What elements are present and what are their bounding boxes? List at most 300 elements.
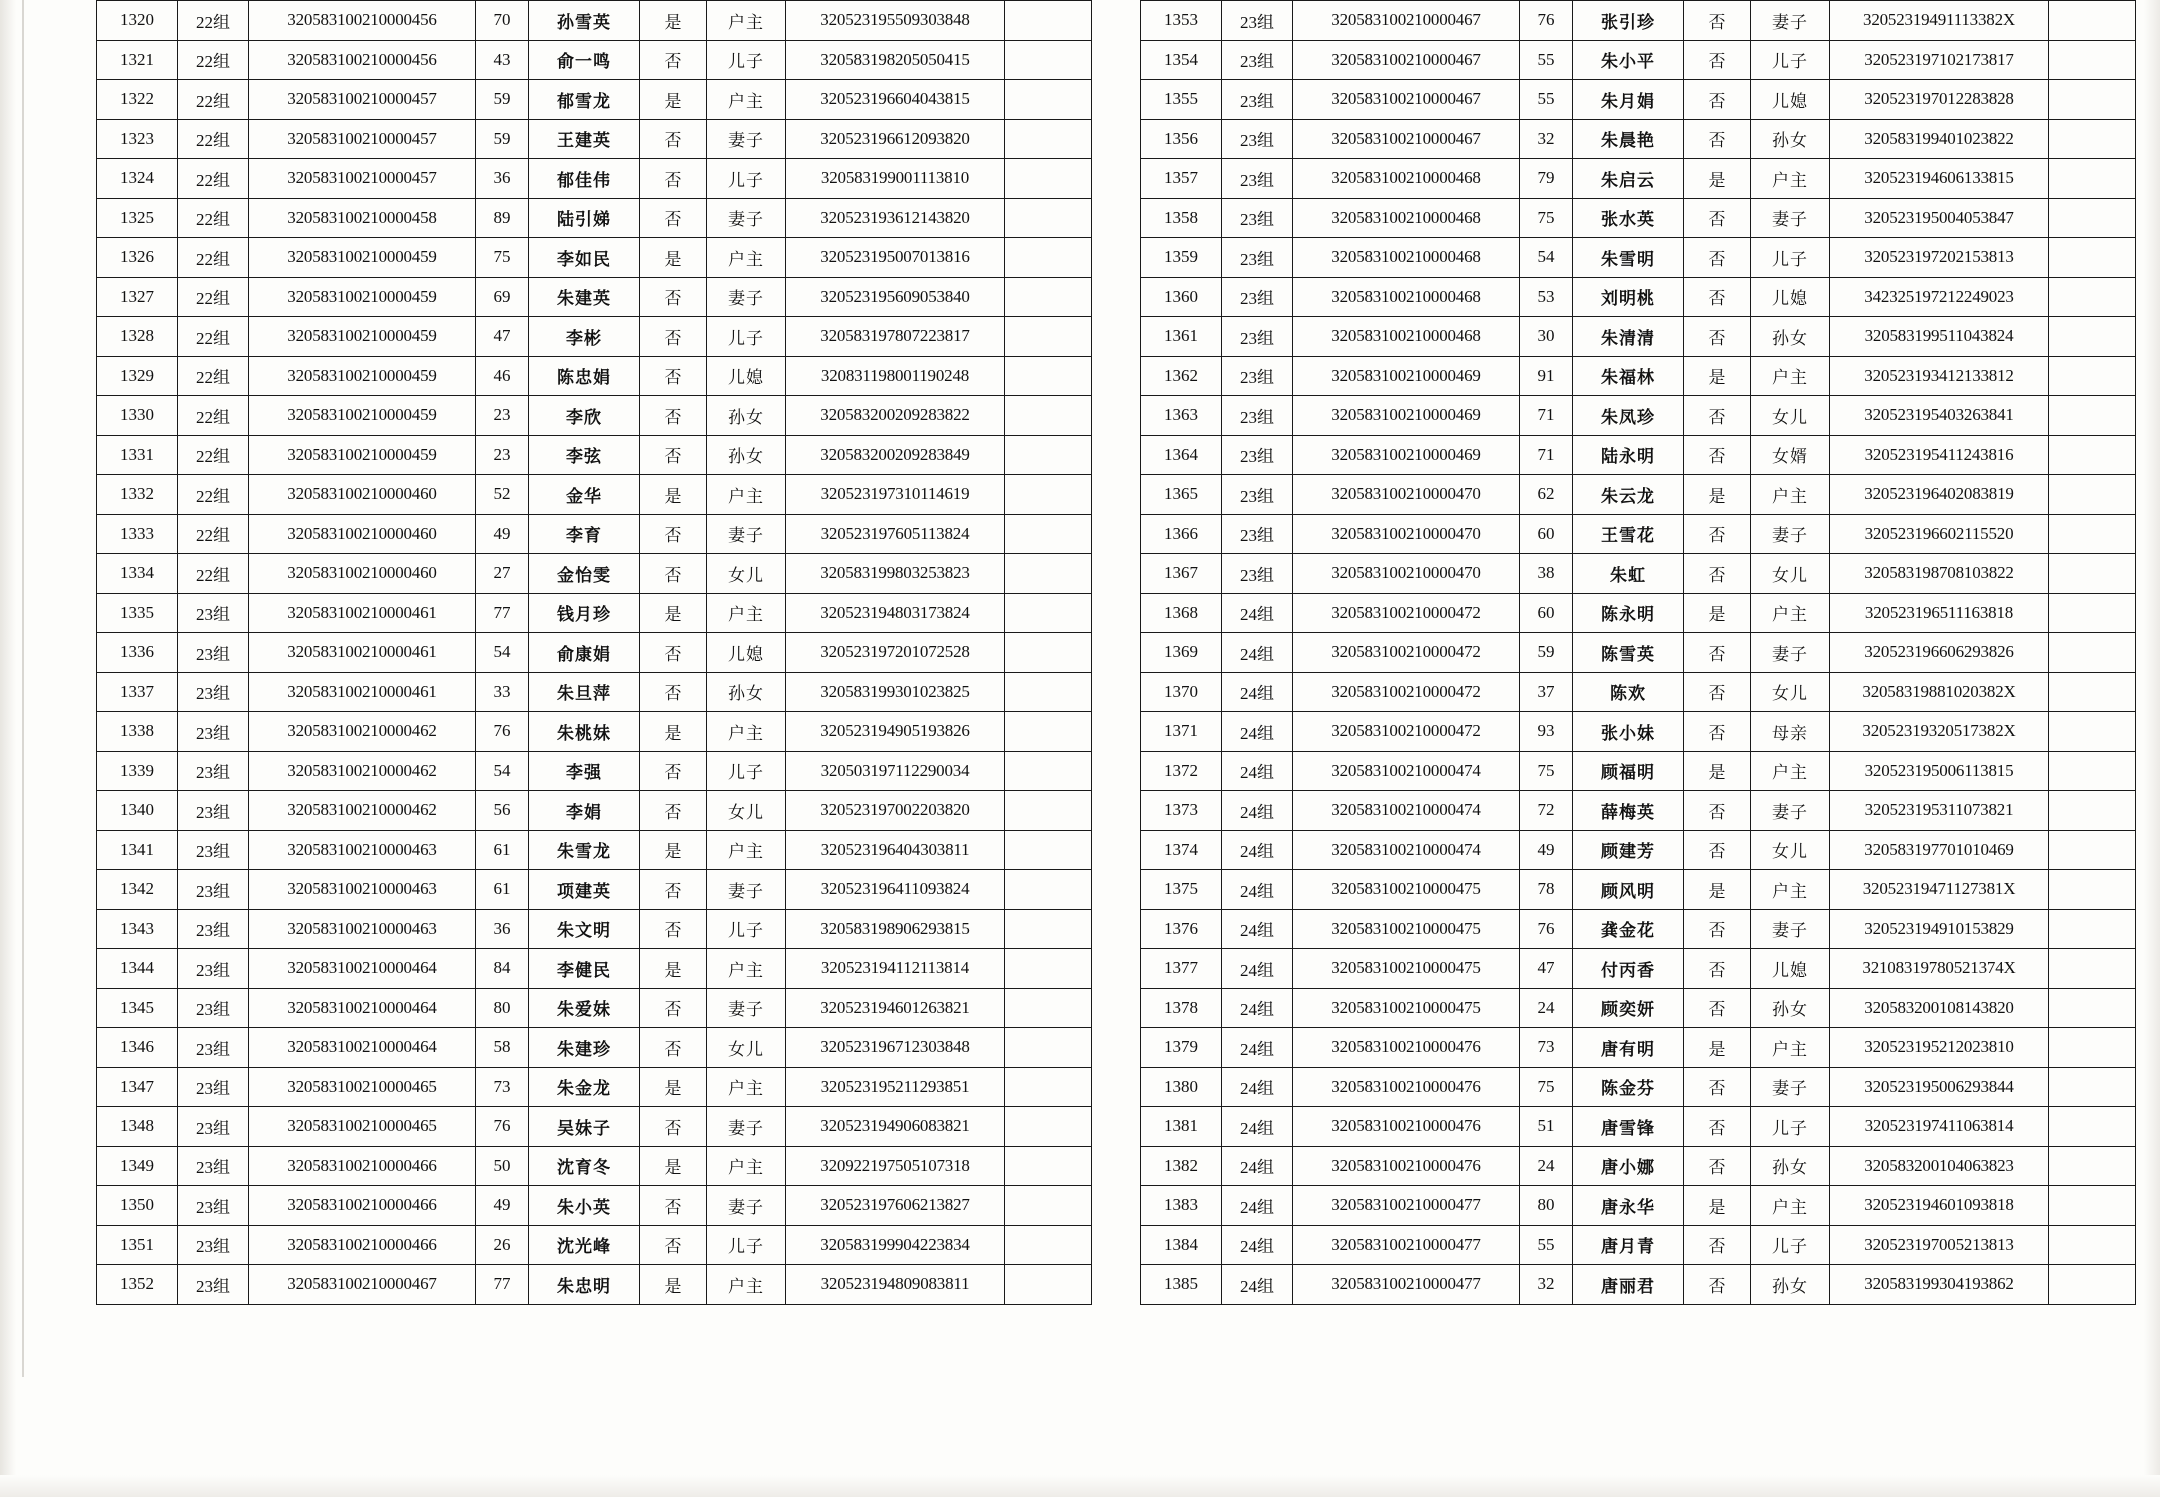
cell-id-number: 320583198906293815 <box>786 909 1005 949</box>
table-row <box>1141 80 2136 120</box>
cell-name: 唐丽君 <box>1573 1265 1684 1305</box>
cell-is-head: 否 <box>640 119 707 159</box>
cell-relation: 户主 <box>1751 159 1830 199</box>
cell-relation: 孙女 <box>1751 317 1830 357</box>
cell-age: 89 <box>476 198 529 238</box>
cell-sequence: 1342 <box>97 870 178 910</box>
cell-is-head: 否 <box>640 554 707 594</box>
cell-is-head: 否 <box>1684 277 1751 317</box>
cell-sequence: 1381 <box>1141 1107 1222 1147</box>
cell-note <box>2049 238 2136 278</box>
right-column-table-wrapper <box>1140 0 2136 1305</box>
cell-note <box>2049 593 2136 633</box>
cell-note <box>2049 949 2136 989</box>
cell-relation: 女儿 <box>1751 830 1830 870</box>
cell-household-id: 320583100210000476 <box>1293 1028 1520 1068</box>
cell-age: 49 <box>476 1186 529 1226</box>
cell-sequence: 1368 <box>1141 593 1222 633</box>
cell-is-head: 否 <box>1684 949 1751 989</box>
cell-household-id: 320583100210000464 <box>249 1028 476 1068</box>
cell-relation: 孙女 <box>1751 988 1830 1028</box>
cell-note <box>1005 1225 1092 1265</box>
cell-sequence: 1375 <box>1141 870 1222 910</box>
cell-name: 薛梅英 <box>1573 791 1684 831</box>
cell-id-number: 320523195211293851 <box>786 1067 1005 1107</box>
cell-is-head: 否 <box>640 633 707 673</box>
cell-relation: 儿子 <box>1751 40 1830 80</box>
cell-age: 75 <box>476 238 529 278</box>
cell-name: 俞康娟 <box>529 633 640 673</box>
cell-note <box>2049 672 2136 712</box>
cell-name: 李娟 <box>529 791 640 831</box>
cell-id-number: 320523196606293826 <box>1830 633 2049 673</box>
cell-note <box>2049 40 2136 80</box>
cell-is-head: 否 <box>1684 830 1751 870</box>
cell-name: 李彬 <box>529 317 640 357</box>
cell-is-head: 是 <box>640 1 707 41</box>
cell-name: 朱金龙 <box>529 1067 640 1107</box>
cell-relation: 儿子 <box>1751 1225 1830 1265</box>
cell-id-number: 320523197411063814 <box>1830 1107 2049 1147</box>
cell-note <box>2049 159 2136 199</box>
cell-age: 73 <box>476 1067 529 1107</box>
cell-is-head: 否 <box>640 751 707 791</box>
table-row <box>97 1225 1092 1265</box>
cell-relation: 户主 <box>1751 870 1830 910</box>
cell-sequence: 1335 <box>97 593 178 633</box>
cell-sequence: 1357 <box>1141 159 1222 199</box>
cell-name: 龚金花 <box>1573 909 1684 949</box>
cell-relation: 孙女 <box>707 396 786 436</box>
cell-sequence: 1345 <box>97 988 178 1028</box>
cell-relation: 女儿 <box>707 1028 786 1068</box>
cell-id-number: 320523197102173817 <box>1830 40 2049 80</box>
cell-age: 37 <box>1520 672 1573 712</box>
cell-id-number: 320523193612143820 <box>786 198 1005 238</box>
cell-relation: 女儿 <box>1751 672 1830 712</box>
cell-household-id: 320583100210000460 <box>249 554 476 594</box>
cell-is-head: 否 <box>640 791 707 831</box>
cell-household-id: 320583100210000467 <box>1293 40 1520 80</box>
table-row <box>1141 593 2136 633</box>
table-row <box>97 830 1092 870</box>
cell-household-id: 320583100210000461 <box>249 633 476 673</box>
cell-name: 朱旦萍 <box>529 672 640 712</box>
cell-household-id: 320583100210000465 <box>249 1107 476 1147</box>
cell-group: 23组 <box>1222 356 1293 396</box>
cell-age: 80 <box>476 988 529 1028</box>
cell-age: 55 <box>1520 80 1573 120</box>
cell-id-number: 320583198708103822 <box>1830 554 2049 594</box>
cell-sequence: 1341 <box>97 830 178 870</box>
cell-age: 38 <box>1520 554 1573 594</box>
cell-is-head: 否 <box>640 1225 707 1265</box>
cell-relation: 孙女 <box>707 435 786 475</box>
cell-id-number: 320523194601263821 <box>786 988 1005 1028</box>
cell-is-head: 是 <box>640 593 707 633</box>
table-row <box>97 1107 1092 1147</box>
cell-age: 24 <box>1520 1146 1573 1186</box>
cell-note <box>2049 119 2136 159</box>
cell-id-number: 320583197807223817 <box>786 317 1005 357</box>
cell-id-number: 320523194910153829 <box>1830 909 2049 949</box>
cell-id-number: 342325197212249023 <box>1830 277 2049 317</box>
cell-note <box>2049 396 2136 436</box>
cell-is-head: 否 <box>640 672 707 712</box>
cell-sequence: 1320 <box>97 1 178 41</box>
cell-id-number: 320523197605113824 <box>786 514 1005 554</box>
table-row <box>1141 159 2136 199</box>
table-row <box>1141 870 2136 910</box>
cell-id-number: 320523197002203820 <box>786 791 1005 831</box>
cell-is-head: 否 <box>1684 1067 1751 1107</box>
cell-note <box>2049 1265 2136 1305</box>
cell-age: 26 <box>476 1225 529 1265</box>
cell-age: 62 <box>1520 475 1573 515</box>
cell-name: 唐永华 <box>1573 1186 1684 1226</box>
cell-id-number: 320523197606213827 <box>786 1186 1005 1226</box>
cell-sequence: 1370 <box>1141 672 1222 712</box>
cell-sequence: 1325 <box>97 198 178 238</box>
cell-group: 23组 <box>1222 40 1293 80</box>
table-row <box>1141 514 2136 554</box>
cell-household-id: 320583100210000462 <box>249 712 476 752</box>
cell-relation: 户主 <box>1751 593 1830 633</box>
cell-household-id: 320583100210000458 <box>249 198 476 238</box>
cell-note <box>1005 1107 1092 1147</box>
cell-is-head: 否 <box>1684 514 1751 554</box>
cell-name: 陆引娣 <box>529 198 640 238</box>
cell-sequence: 1372 <box>1141 751 1222 791</box>
cell-note <box>1005 356 1092 396</box>
cell-note <box>1005 475 1092 515</box>
cell-name: 项建英 <box>529 870 640 910</box>
cell-name: 朱晨艳 <box>1573 119 1684 159</box>
cell-group: 23组 <box>178 870 249 910</box>
cell-name: 朱建英 <box>529 277 640 317</box>
cell-sequence: 1358 <box>1141 198 1222 238</box>
cell-age: 36 <box>476 909 529 949</box>
cell-is-head: 否 <box>640 1186 707 1226</box>
cell-group: 24组 <box>1222 633 1293 673</box>
cell-household-id: 320583100210000472 <box>1293 593 1520 633</box>
cell-name: 顾奕妍 <box>1573 988 1684 1028</box>
cell-id-number: 320583199401023822 <box>1830 119 2049 159</box>
cell-age: 55 <box>1520 40 1573 80</box>
cell-name: 陈欢 <box>1573 672 1684 712</box>
cell-relation: 儿媳 <box>707 633 786 673</box>
cell-id-number: 320523194809083811 <box>786 1265 1005 1305</box>
cell-note <box>1005 672 1092 712</box>
cell-household-id: 320583100210000467 <box>1293 119 1520 159</box>
cell-id-number: 320523195311073821 <box>1830 791 2049 831</box>
cell-id-number: 320523197012283828 <box>1830 80 2049 120</box>
cell-age: 78 <box>1520 870 1573 910</box>
cell-id-number: 320583199511043824 <box>1830 317 2049 357</box>
cell-note <box>2049 870 2136 910</box>
table-row <box>97 475 1092 515</box>
cell-relation: 妻子 <box>707 870 786 910</box>
cell-is-head: 否 <box>1684 1225 1751 1265</box>
cell-relation: 妻子 <box>707 277 786 317</box>
table-row <box>1141 791 2136 831</box>
cell-age: 77 <box>476 1265 529 1305</box>
cell-note <box>1005 988 1092 1028</box>
table-row <box>1141 1186 2136 1226</box>
table-row <box>97 593 1092 633</box>
cell-sequence: 1321 <box>97 40 178 80</box>
cell-group: 23组 <box>1222 119 1293 159</box>
cell-is-head: 否 <box>640 1107 707 1147</box>
cell-name: 李育 <box>529 514 640 554</box>
cell-note <box>2049 1225 2136 1265</box>
cell-age: 54 <box>476 633 529 673</box>
cell-relation: 儿子 <box>707 317 786 357</box>
cell-age: 59 <box>476 80 529 120</box>
table-row <box>97 356 1092 396</box>
cell-group: 24组 <box>1222 1067 1293 1107</box>
cell-id-number: 32108319780521374X <box>1830 949 2049 989</box>
cell-household-id: 320583100210000459 <box>249 277 476 317</box>
cell-household-id: 320583100210000465 <box>249 1067 476 1107</box>
table-row <box>97 198 1092 238</box>
cell-sequence: 1346 <box>97 1028 178 1068</box>
cell-group: 22组 <box>178 554 249 594</box>
cell-is-head: 否 <box>1684 909 1751 949</box>
cell-relation: 儿子 <box>707 1225 786 1265</box>
table-row <box>1141 712 2136 752</box>
cell-note <box>2049 633 2136 673</box>
cell-sequence: 1323 <box>97 119 178 159</box>
cell-age: 43 <box>476 40 529 80</box>
cell-is-head: 否 <box>1684 1107 1751 1147</box>
cell-name: 顾建芳 <box>1573 830 1684 870</box>
cell-group: 24组 <box>1222 712 1293 752</box>
cell-is-head: 否 <box>1684 988 1751 1028</box>
cell-name: 李强 <box>529 751 640 791</box>
cell-is-head: 是 <box>640 238 707 278</box>
cell-household-id: 320583100210000462 <box>249 791 476 831</box>
cell-is-head: 否 <box>1684 40 1751 80</box>
cell-sequence: 1362 <box>1141 356 1222 396</box>
cell-relation: 儿子 <box>707 751 786 791</box>
table-row <box>1141 949 2136 989</box>
cell-is-head: 否 <box>1684 238 1751 278</box>
cell-note <box>2049 909 2136 949</box>
cell-relation: 儿子 <box>707 159 786 199</box>
cell-household-id: 320583100210000466 <box>249 1146 476 1186</box>
cell-household-id: 320583100210000466 <box>249 1225 476 1265</box>
cell-name: 朱爱妹 <box>529 988 640 1028</box>
cell-relation: 妻子 <box>1751 633 1830 673</box>
cell-relation: 户主 <box>707 1265 786 1305</box>
cell-name: 刘明桃 <box>1573 277 1684 317</box>
cell-sequence: 1383 <box>1141 1186 1222 1226</box>
cell-name: 朱福林 <box>1573 356 1684 396</box>
cell-id-number: 32052319320517382X <box>1830 712 2049 752</box>
cell-id-number: 320523194606133815 <box>1830 159 2049 199</box>
cell-group: 24组 <box>1222 1028 1293 1068</box>
table-row <box>1141 751 2136 791</box>
cell-id-number: 320583200104063823 <box>1830 1146 2049 1186</box>
cell-household-id: 320583100210000472 <box>1293 633 1520 673</box>
cell-relation: 儿子 <box>707 909 786 949</box>
cell-sequence: 1336 <box>97 633 178 673</box>
cell-age: 61 <box>476 870 529 910</box>
cell-id-number: 320523194905193826 <box>786 712 1005 752</box>
cell-is-head: 否 <box>640 1028 707 1068</box>
cell-age: 46 <box>476 356 529 396</box>
cell-group: 23组 <box>178 791 249 831</box>
cell-group: 23组 <box>178 633 249 673</box>
cell-age: 36 <box>476 159 529 199</box>
cell-group: 23组 <box>178 909 249 949</box>
cell-sequence: 1355 <box>1141 80 1222 120</box>
table-row <box>1141 909 2136 949</box>
cell-is-head: 否 <box>1684 198 1751 238</box>
table-row <box>1141 1265 2136 1305</box>
cell-group: 22组 <box>178 475 249 515</box>
cell-sequence: 1334 <box>97 554 178 594</box>
cell-id-number: 320831198001190248 <box>786 356 1005 396</box>
cell-id-number: 320523194112113814 <box>786 949 1005 989</box>
cell-is-head: 是 <box>1684 593 1751 633</box>
cell-group: 23组 <box>1222 435 1293 475</box>
cell-group: 22组 <box>178 277 249 317</box>
cell-sequence: 1352 <box>97 1265 178 1305</box>
cell-relation: 孙女 <box>707 672 786 712</box>
table-body-left <box>97 1 1092 1305</box>
cell-household-id: 320583100210000475 <box>1293 988 1520 1028</box>
table-row <box>1141 475 2136 515</box>
cell-note <box>1005 593 1092 633</box>
table-row <box>1141 988 2136 1028</box>
cell-relation: 户主 <box>1751 475 1830 515</box>
table-row <box>97 712 1092 752</box>
table-row <box>1141 277 2136 317</box>
cell-is-head: 否 <box>640 317 707 357</box>
cell-household-id: 320583100210000476 <box>1293 1146 1520 1186</box>
cell-relation: 孙女 <box>1751 1146 1830 1186</box>
cell-relation: 户主 <box>707 949 786 989</box>
cell-relation: 妻子 <box>707 514 786 554</box>
cell-name: 李欣 <box>529 396 640 436</box>
cell-group: 24组 <box>1222 751 1293 791</box>
cell-group: 22组 <box>178 238 249 278</box>
cell-household-id: 320583100210000462 <box>249 751 476 791</box>
cell-age: 76 <box>476 712 529 752</box>
cell-group: 23组 <box>178 830 249 870</box>
page-edge-shadow-right <box>2144 0 2160 1497</box>
cell-note <box>2049 356 2136 396</box>
cell-relation: 女儿 <box>1751 554 1830 594</box>
cell-relation: 儿子 <box>707 40 786 80</box>
cell-id-number: 320583199001113810 <box>786 159 1005 199</box>
cell-relation: 妻子 <box>707 988 786 1028</box>
cell-sequence: 1338 <box>97 712 178 752</box>
cell-is-head: 是 <box>640 830 707 870</box>
table-row <box>1141 554 2136 594</box>
cell-age: 77 <box>476 593 529 633</box>
cell-sequence: 1361 <box>1141 317 1222 357</box>
cell-relation: 户主 <box>707 593 786 633</box>
table-row <box>97 317 1092 357</box>
cell-sequence: 1384 <box>1141 1225 1222 1265</box>
cell-id-number: 320583198205050415 <box>786 40 1005 80</box>
cell-relation: 女儿 <box>1751 396 1830 436</box>
cell-name: 朱清清 <box>1573 317 1684 357</box>
cell-sequence: 1329 <box>97 356 178 396</box>
cell-note <box>1005 80 1092 120</box>
cell-household-id: 320583100210000468 <box>1293 317 1520 357</box>
cell-note <box>1005 238 1092 278</box>
cell-is-head: 是 <box>1684 159 1751 199</box>
cell-household-id: 320583100210000470 <box>1293 554 1520 594</box>
table-row <box>97 119 1092 159</box>
cell-note <box>1005 396 1092 436</box>
cell-group: 23组 <box>178 1225 249 1265</box>
cell-sequence: 1333 <box>97 514 178 554</box>
cell-is-head: 否 <box>640 396 707 436</box>
cell-sequence: 1382 <box>1141 1146 1222 1186</box>
cell-sequence: 1354 <box>1141 40 1222 80</box>
cell-is-head: 是 <box>1684 1186 1751 1226</box>
cell-sequence: 1347 <box>97 1067 178 1107</box>
cell-household-id: 320583100210000468 <box>1293 198 1520 238</box>
cell-group: 23组 <box>1222 554 1293 594</box>
cell-id-number: 320523195403263841 <box>1830 396 2049 436</box>
cell-household-id: 320583100210000459 <box>249 396 476 436</box>
cell-sequence: 1364 <box>1141 435 1222 475</box>
cell-is-head: 否 <box>1684 1146 1751 1186</box>
table-row <box>1141 830 2136 870</box>
cell-id-number: 320523195006113815 <box>1830 751 2049 791</box>
table-row <box>97 672 1092 712</box>
cell-sequence: 1373 <box>1141 791 1222 831</box>
page-fold-line <box>22 0 24 1377</box>
table-row <box>1141 435 2136 475</box>
cell-household-id: 320583100210000460 <box>249 475 476 515</box>
cell-id-number: 320523197005213813 <box>1830 1225 2049 1265</box>
cell-relation: 妻子 <box>707 198 786 238</box>
table-row <box>97 159 1092 199</box>
cell-name: 朱小英 <box>529 1186 640 1226</box>
cell-name: 俞一鸣 <box>529 40 640 80</box>
cell-group: 23组 <box>1222 198 1293 238</box>
cell-name: 王建英 <box>529 119 640 159</box>
cell-age: 23 <box>476 396 529 436</box>
cell-name: 张水英 <box>1573 198 1684 238</box>
cell-note <box>1005 870 1092 910</box>
cell-name: 朱建珍 <box>529 1028 640 1068</box>
cell-age: 47 <box>1520 949 1573 989</box>
cell-sequence: 1326 <box>97 238 178 278</box>
cell-age: 56 <box>476 791 529 831</box>
cell-group: 22组 <box>178 119 249 159</box>
cell-household-id: 320583100210000463 <box>249 830 476 870</box>
cell-household-id: 320583100210000467 <box>1293 80 1520 120</box>
table-row <box>97 396 1092 436</box>
cell-household-id: 320583100210000459 <box>249 356 476 396</box>
cell-id-number: 320523196612093820 <box>786 119 1005 159</box>
cell-name: 郁佳伟 <box>529 159 640 199</box>
cell-id-number: 320523196404303811 <box>786 830 1005 870</box>
cell-household-id: 320583100210000476 <box>1293 1067 1520 1107</box>
cell-age: 52 <box>476 475 529 515</box>
page-edge-shadow-left <box>0 0 16 1497</box>
cell-relation: 妻子 <box>1751 514 1830 554</box>
cell-note <box>2049 277 2136 317</box>
